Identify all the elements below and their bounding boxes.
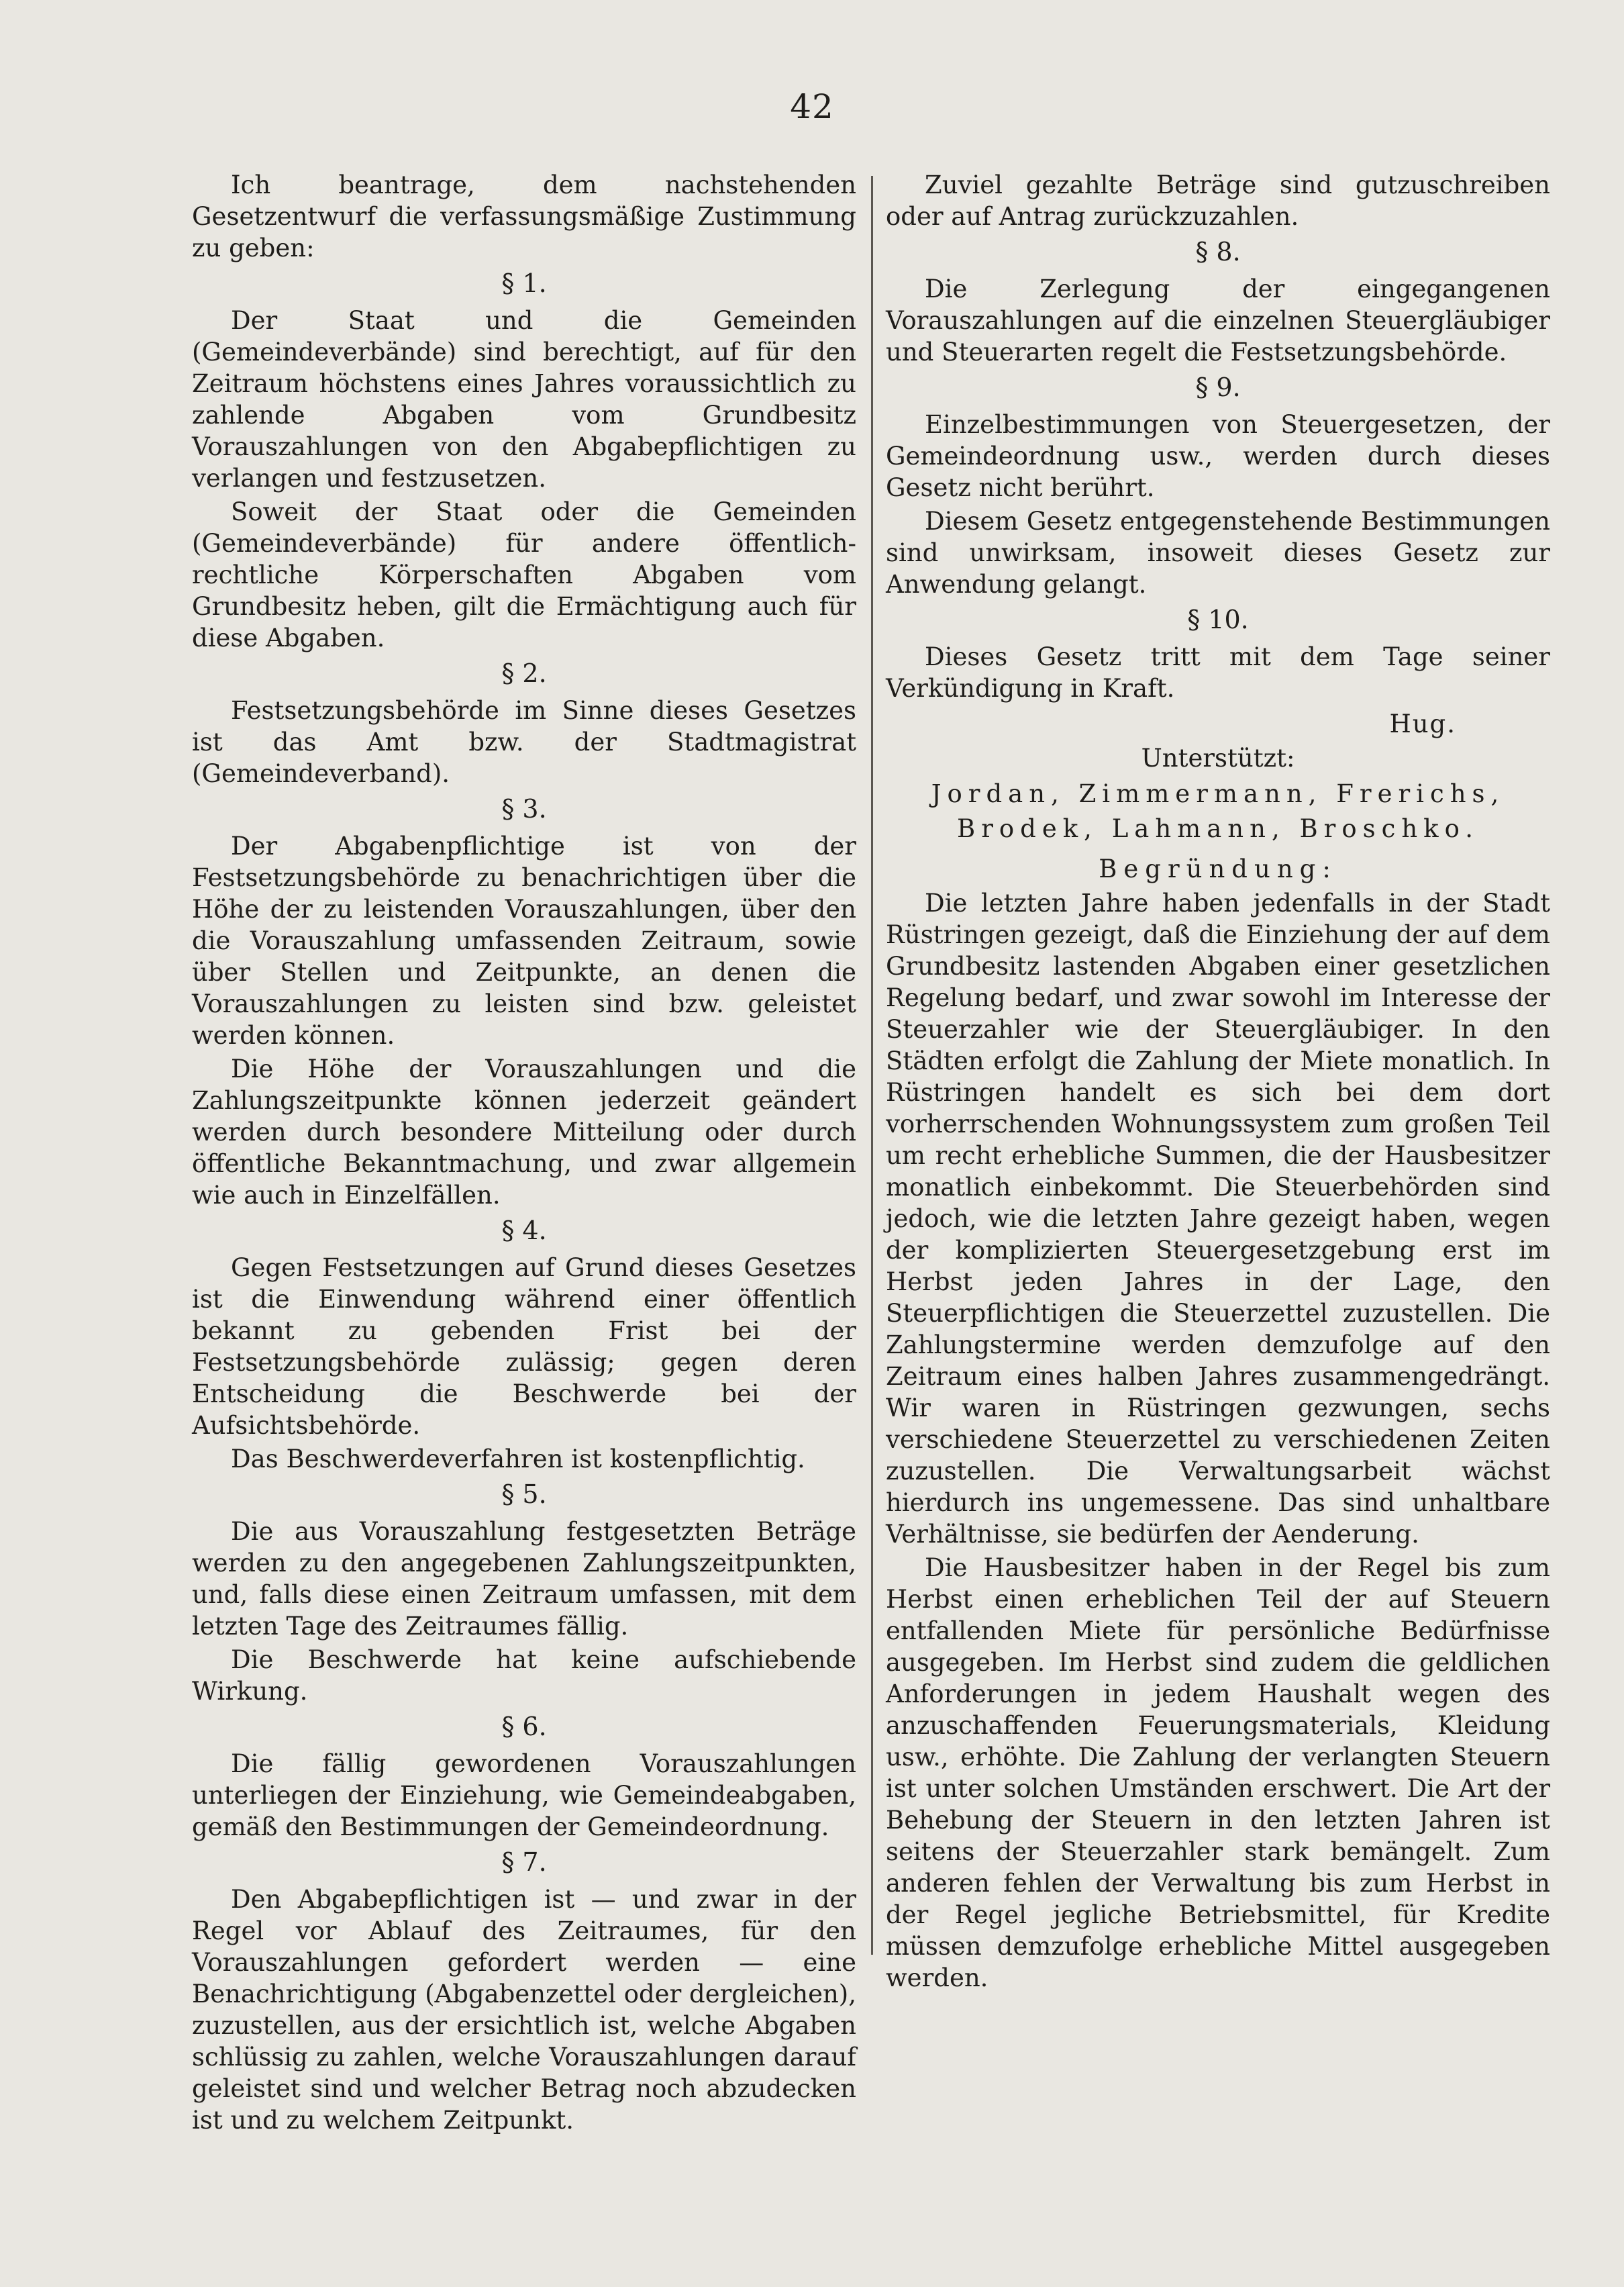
section-heading: § 4. [501,1216,547,1245]
paragraph: Die letzten Jahre haben jedenfalls in der Stadt Rüstringen gezeigt, daß die Einziehung der auf dem Grundbesitz lastenden Abgaben einer gesetzlichen Regelung bedarf, und zwar sowohl im Interesse der Steuerzahler wie der Steuergläubiger. In den Städten erfolgt die Zahlung der Miete monatlich. In Rüstringen handelt es sich bei dem dort vorherrschenden Wohnungssystem zum großen Teil um recht erhebliche Summen, die der Hausbesitzer monatlich einbekommt. Die Steuerbehörden sind jedoch, wie die letzten Jahre gezeigt haben, wegen der komplizierten Steuergesetzgebung erst im Herbst jeden Jahres in der Lage, den Steuerpflichtigen die Steuerzettel zuzustellen. Die Zahlungstermine werden demzufolge auf den Zeitraum eines halben Jahres zusammengedrängt. Wir waren in Rüstringen gezwungen, sechs verschiedene Steuerzettel zu verschiedenen Zeiten zuzustellen. Die Verwaltungsarbeit wächst hierdurch ins ungemessene. Das sind unhaltbare Verhältnisse, sie bedürfen der Aenderung. [886,889,1550,1549]
paragraph: Das Beschwerdeverfahren ist kostenpflichtig. [231,1445,805,1473]
column-divider [871,176,873,1955]
paragraph: Die Beschwerde hat keine aufschiebende Wirkung. [192,1645,856,1706]
paragraph: Den Abgabepflichtigen ist — und zwar in der Regel vor Ablauf des Zeitraumes, für den Vorauszahlungen gefordert werden — eine Benachrichtigung (Abgabenzettel oder dergleichen), zuzustellen, aus der ersichtlich ist, welche Abgaben schlüssig zu zahlen, welche Vorauszahlungen darauf geleistet sind und welcher Betrag noch abzudecken ist und zu welchem Zeitpunkt. [192,1885,857,2135]
paragraph: Festsetzungsbehörde im Sinne dieses Gesetzes ist das Amt bzw. der Stadtmagistrat (Gemeindeverband). [192,696,856,788]
section-heading: § 1. [501,269,547,298]
paragraph: Die aus Vorauszahlung festgesetzten Beträge werden zu den angegebenen Zahlungszeitpunkten, und, falls diese einen Zeitraum umfassen, mit dem letzten Tage des Zeitraumes fällig. [192,1517,856,1641]
page-number: 42 [790,87,834,126]
paragraph: Dieses Gesetz tritt mit dem Tage seiner Verkündigung in Kraft. [886,642,1550,703]
paragraph: Die fällig gewordenen Vorauszahlungen unterliegen der Einziehung, wie Gemeindeabgaben, gemäß den Bestimmungen der Gemeindeordnung. [192,1749,856,1841]
signature-name: Hug. [1389,710,1456,738]
justification-heading: Begründung: [1099,855,1337,883]
paragraph: Diesem Gesetz entgegenstehende Bestimmungen sind unwirksam, insoweit dieses Gesetz zur Anwendung gelangt. [886,507,1550,599]
paragraph: Ich beantrage, dem nachstehenden Gesetzentwurf die verfassungsmäßige Zustimmung zu geben: [192,171,856,262]
supported-by-label: Unterstützt: [1141,744,1295,773]
section-heading: § 3. [501,794,547,824]
paragraph: Die Höhe der Vorauszahlungen und die Zahlungszeitpunkte können jederzeit geändert werden durch besondere Mitteilung oder durch öffentliche Bekanntmachung, und zwar allgemein wie auch in Einzelfällen. [192,1055,856,1210]
paragraph: Die Zerlegung der eingegangenen Vorauszahlungen auf die einzelnen Steuergläubiger und Steuerarten regelt die Festsetzungsbehörde. [886,275,1550,367]
paragraph: Soweit der Staat oder die Gemeinden (Gemeindeverbände) für andere öffentlich-rechtliche Körperschaften Abgaben vom Grundbesitz heben, gilt die Ermächtigung auch für diese Abgaben. [192,497,856,652]
paragraph: Gegen Festsetzungen auf Grund dieses Gesetzes ist die Einwendung während einer öffentlich bekannt zu gebenden Frist bei der Festsetzungsbehörde zulässig; gegen deren Entscheidung die Beschwerde bei der Aufsichtsbehörde. [192,1253,856,1440]
section-heading: § 9. [1195,373,1241,402]
paragraph: Die Hausbesitzer haben in der Regel bis zum Herbst einen erheblichen Teil der auf Steuern entfallenden Miete für persönliche Bedürfnisse ausgegeben. Im Herbst sind zudem die geldlichen Anforderungen in jedem Haushalt wegen des anzuschaffenden Feuerungsmaterials, Kleidung usw., erhöhte. Die Zahlung der verlangten Steuern ist unter solchen Umständen erschwert. Die Art der Behebung der Steuern in den letzten Jahren ist seitens der Steuerzahler stark bemängelt. Zum anderen fehlen der Verwaltung bis zum Herbst in der Regel jegliche Betriebsmittel, für Kredite müssen demzufolge erhebliche Mittel ausgegeben werden. [886,1553,1550,1992]
right-column [886,169,1550,1996]
left-column [192,169,856,2138]
paragraph: Einzelbestimmungen von Steuergesetzen, der Gemeindeordnung usw., werden durch dieses Gesetz nicht berührt. [886,410,1550,502]
section-heading: § 6. [501,1712,547,1741]
paragraph: Der Abgabenpflichtige ist von der Festsetzungsbehörde zu benachrichtigen über die Höhe der zu leistenden Vorauszahlungen, über den die Vorauszahlung umfassenden Zeitraum, sowie über Stellen und Zeitpunkte, an denen die Vorauszahlungen zu leisten sind bzw. geleistet werden können. [192,832,856,1050]
section-heading: § 5. [501,1479,547,1509]
section-heading: § 2. [501,659,547,688]
paragraph: Zuviel gezahlte Beträge sind gutzuschreiben oder auf Antrag zurückzuzahlen. [886,171,1550,231]
section-heading: § 8. [1195,237,1241,266]
supporters-list: Jordan, Zimmermann, Frerichs, Brodek, Lahmann, Broschko. [931,779,1505,843]
paragraph: Der Staat und die Gemeinden (Gemeindeverbände) sind berechtigt, auf für den Zeitraum höchstens eines Jahres voraussichtlich zu zahlende Abgaben vom Grundbesitz Vorauszahlungen von den Abgabepflichtigen zu verlangen und festzusetzen. [192,306,856,493]
section-heading: § 7. [501,1847,547,1877]
section-heading: § 10. [1187,605,1249,634]
